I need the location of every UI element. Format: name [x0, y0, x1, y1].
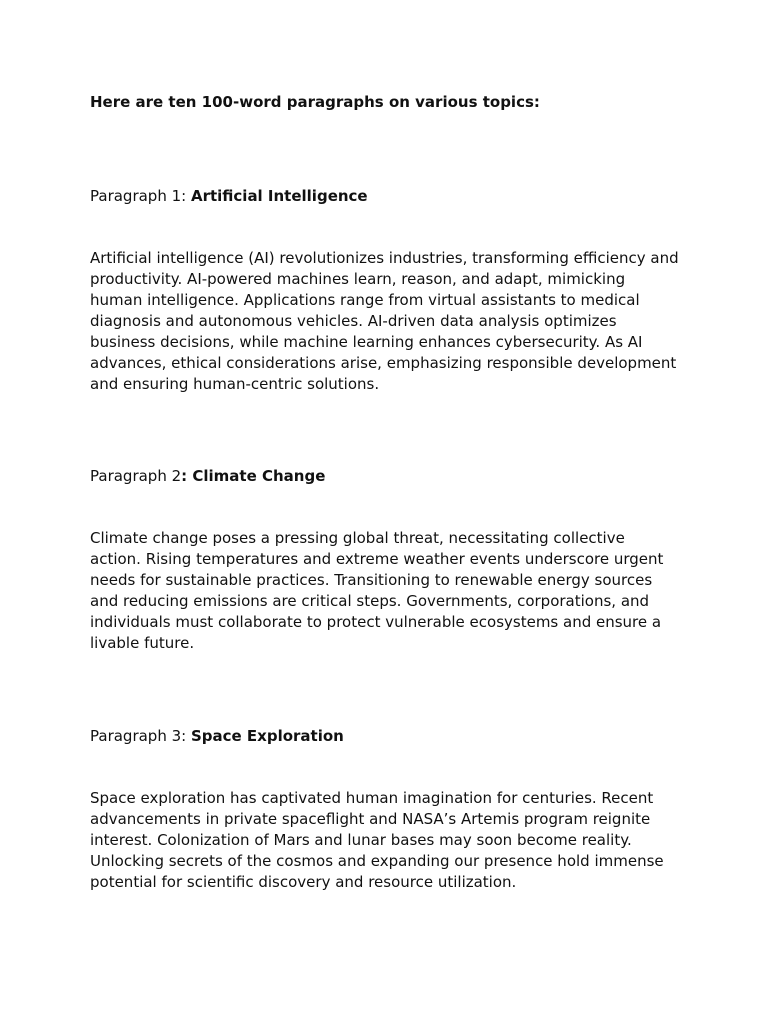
paragraph-heading-title: Artificial Intelligence: [190, 187, 368, 205]
paragraph-body-2: Climate change poses a pressing global threat, necessitating collective action. Rising temperatures and extreme weather events underscore urgent needs for sustainable practices. Transitioning to renewable energy sources and reducing emissions are critical steps. Governments, corporations, and individuals must collaborate to protect vulnerable ecosystems and ensure a livable future.: [90, 529, 664, 652]
paragraph-section-3: [90, 726, 680, 893]
paragraph-heading-prefix: Paragraph 3:: [90, 727, 191, 745]
paragraph-heading-title: : Climate Change: [181, 467, 326, 485]
paragraph-heading-3: [90, 726, 680, 746]
paragraph-heading-prefix: Paragraph 2: [90, 467, 182, 485]
paragraph-section-1: [90, 186, 680, 395]
paragraph-body-1: Artificial intelligence (AI) revolutionizes industries, transforming efficiency and productivity. AI-powered machines learn, reason, and adapt, mimicking human intelligence. Applications range from virtual assistants to medical diagnosis and autonomous vehicles. AI-driven data analysis optimizes business decisions, while machine learning enhances cybersecurity. As AI advances, ethical considerations arise, emphasizing responsible development and ensuring human-centric solutions.: [90, 249, 679, 393]
paragraph-heading-2: [90, 466, 680, 486]
paragraph-heading-title: Space Exploration: [190, 727, 344, 745]
paragraph-heading-1: [90, 186, 680, 206]
paragraph-heading-prefix: Paragraph 1:: [90, 187, 191, 205]
paragraph-section-2: [90, 466, 680, 654]
paragraph-body-3: Space exploration has captivated human imagination for centuries. Recent advancements in private spaceflight and NASA’s Artemis program reignite interest. Colonization of Mars and lunar bases may soon become reality. Unlocking secrets of the cosmos and expanding our presence hold immense potential for scientific discovery and resource utilization.: [90, 789, 664, 891]
document-intro-heading: Here are ten 100-word paragraphs on various topics:: [90, 93, 540, 111]
